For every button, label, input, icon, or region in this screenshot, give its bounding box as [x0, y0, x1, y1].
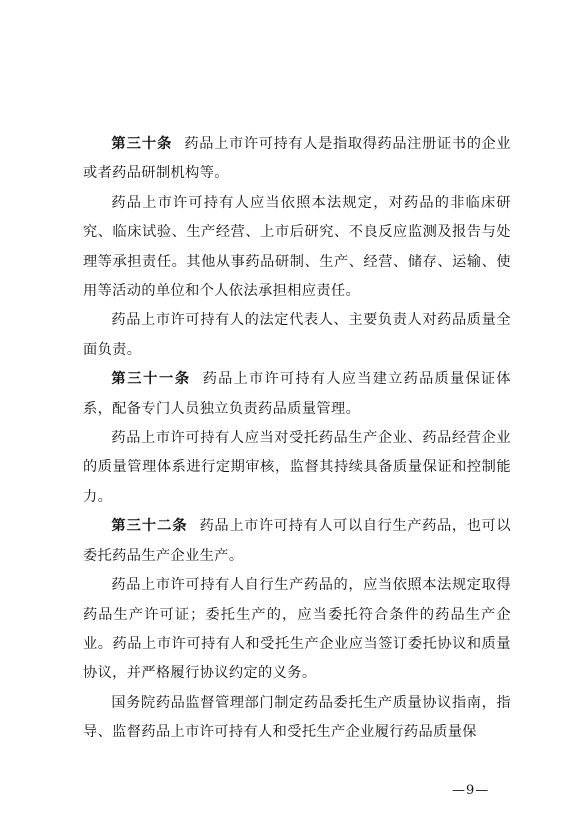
article-number: 第三十条: [111, 136, 173, 152]
article-text: 药品上市许可持有人是指取得药品注册证书的企业或者药品研制机构等。: [83, 136, 511, 182]
article-30-lead: [83, 130, 511, 189]
article-32-paragraph: 药品上市许可持有人自行生产药品的，应当依照本法规定取得药品生产许可证；委托生产的，应当委托符合条件的药品生产企业。药品上市许可持有人和受托生产企业应当签订委托协议和质量协议，并严格履行协议约定的义务。: [83, 577, 511, 682]
article-30-paragraph: 药品上市许可持有人的法定代表人、主要负责人对药品质量全面负责。: [83, 312, 511, 358]
article-number: 第三十一条: [111, 371, 191, 388]
article-number: 第三十二条: [111, 518, 188, 535]
article-32-lead: [83, 512, 511, 571]
article-31-paragraph: 药品上市许可持有人应当对受托药品生产企业、药品经营企业的质量管理体系进行定期审核，监督其持续具备质量保证和控制能力。: [83, 430, 511, 505]
article-31-lead: [83, 365, 511, 424]
article-32-paragraph: 国务院药品监督管理部门制定药品委托生产质量协议指南，指导、监督药品上市许可持有人和受托生产企业履行药品质量保: [83, 694, 511, 741]
article-text: 药品上市许可持有人可以自行生产药品，也可以委托药品生产企业生产。: [83, 518, 511, 564]
document-body: [83, 130, 511, 748]
page-number: —9—: [452, 783, 490, 798]
article-text: 药品上市许可持有人应当建立药品质量保证体系，配备专门人员独立负责药品质量管理。: [83, 371, 511, 417]
article-30-paragraph: 药品上市许可持有人应当依照本法规定，对药品的非临床研究、临床试验、生产经营、上市后研究、不良反应监测及报告与处理等承担责任。其他从事药品研制、生产、经营、储存、运输、使用等活动的单位和个人依法承担相应责任。: [83, 194, 511, 300]
